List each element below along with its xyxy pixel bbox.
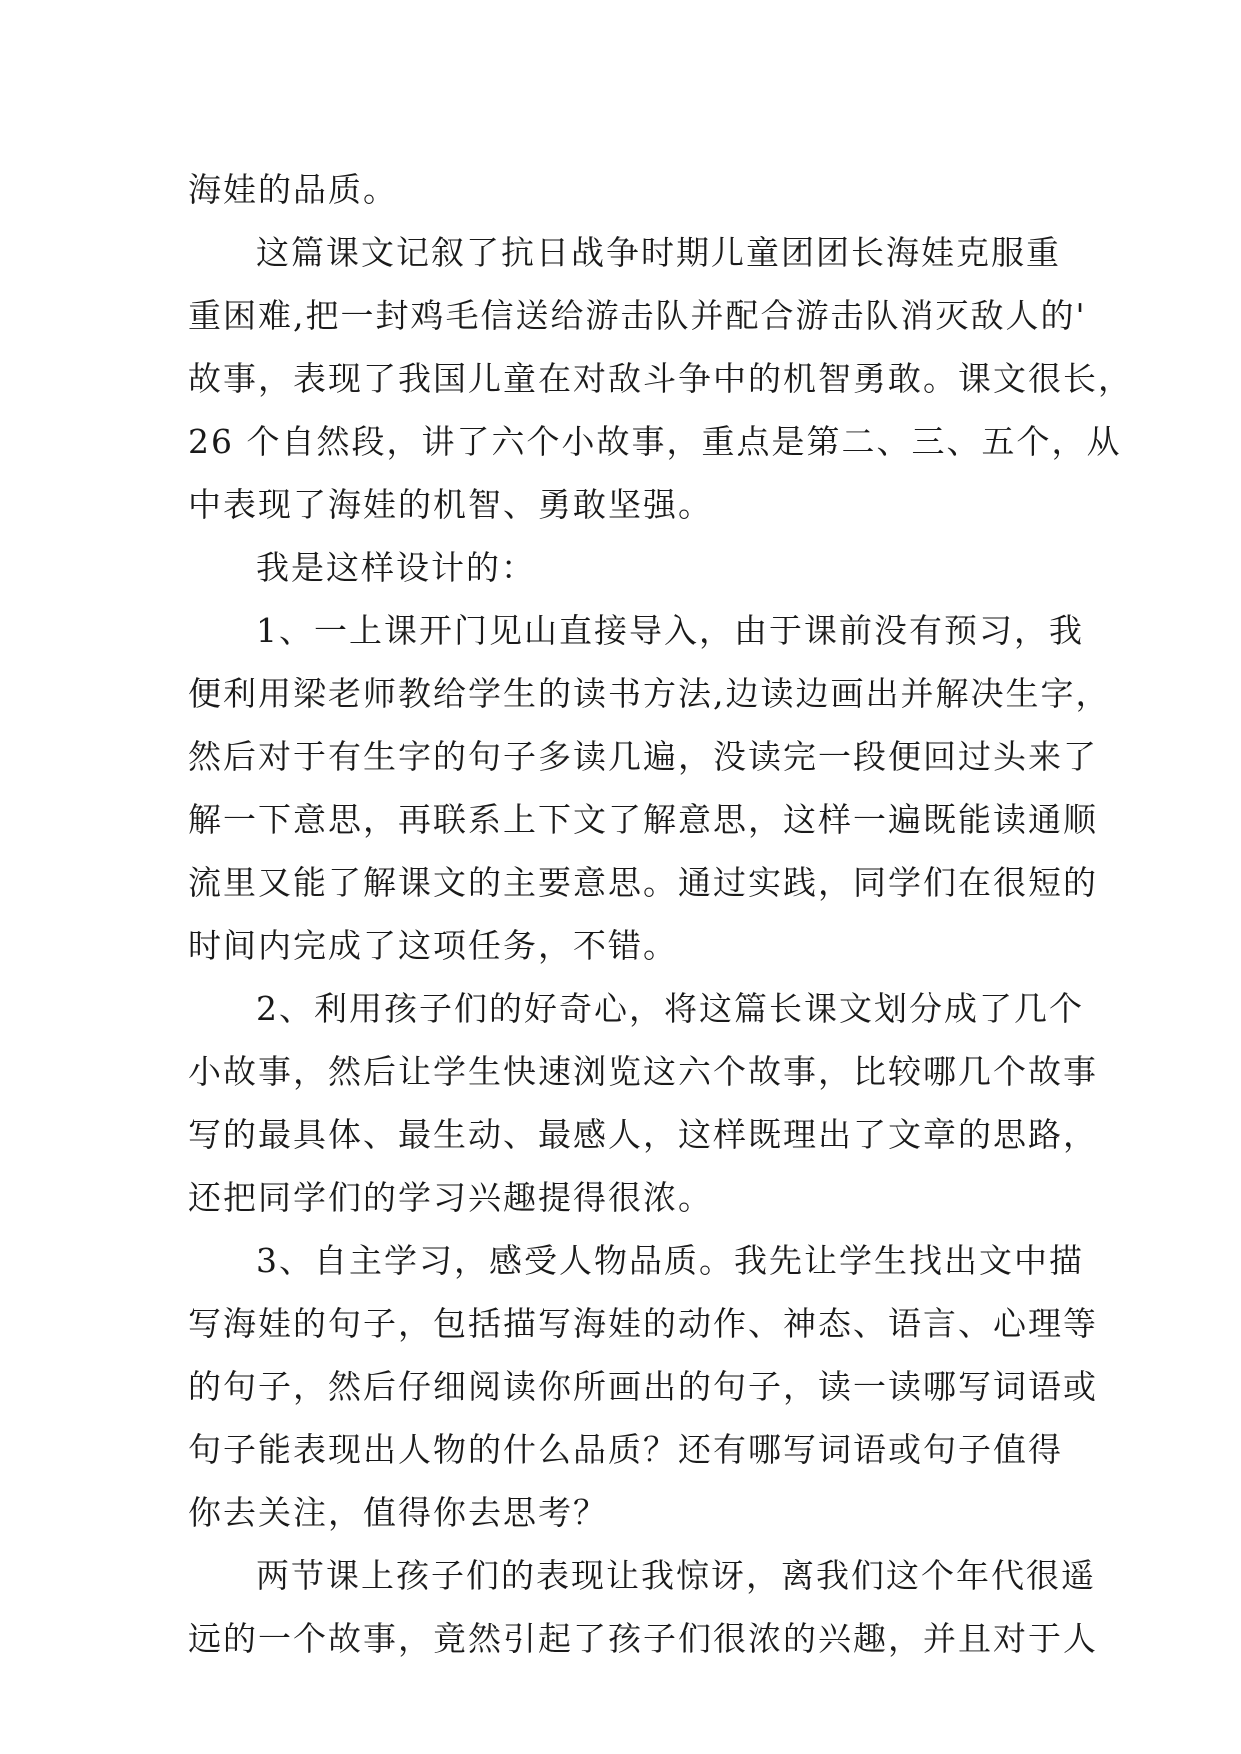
document-body bbox=[188, 158, 1133, 1670]
text-line: 写海娃的句子，包括描写海娃的动作、神态、语言、心理等 bbox=[188, 1304, 1098, 1343]
text-line: 你去关注，值得你去思考？ bbox=[188, 1493, 608, 1532]
text-line: 2、利用孩子们的好奇心，将这篇长课文划分成了几个 bbox=[256, 989, 1084, 1028]
text-line: 句子能表现出人物的什么品质？还有哪写词语或句子值得 bbox=[188, 1430, 1063, 1469]
text-line: 这篇课文记叙了抗日战争时期儿童团团长海娃克服重 bbox=[256, 233, 1061, 272]
text-line: 还把同学们的学习兴趣提得很浓。 bbox=[188, 1178, 713, 1217]
text-line: 1、一上课开门见山直接导入，由于课前没有预习，我 bbox=[256, 611, 1084, 650]
text-line: 26 个自然段，讲了六个小故事，重点是第二、三、五个，从 bbox=[188, 422, 1122, 461]
text-line: 两节课上孩子们的表现让我惊讶，离我们这个年代很遥 bbox=[256, 1556, 1096, 1595]
text-line: 便利用梁老师教给学生的读书方法,边读边画出并解决生字， bbox=[188, 674, 1111, 713]
text-line: 中表现了海娃的机智、勇敢坚强。 bbox=[188, 485, 713, 524]
text-line: 海娃的品质。 bbox=[188, 170, 398, 209]
text-line: 流里又能了解课文的主要意思。通过实践，同学们在很短的 bbox=[188, 863, 1098, 902]
text-line: 然后对于有生字的句子多读几遍，没读完一段便回过头来了 bbox=[188, 737, 1098, 776]
text-line: 解一下意思，再联系上下文了解意思，这样一遍既能读通顺 bbox=[188, 800, 1098, 839]
text-line: 时间内完成了这项任务，不错。 bbox=[188, 926, 678, 965]
text-line: 重困难,把一封鸡毛信送给游击队并配合游击队消灭敌人的' bbox=[188, 296, 1087, 335]
text-line: 小故事，然后让学生快速浏览这六个故事，比较哪几个故事 bbox=[188, 1052, 1098, 1091]
text-line: 远的一个故事，竟然引起了孩子们很浓的兴趣，并且对于人 bbox=[188, 1619, 1098, 1658]
text-line: 的句子，然后仔细阅读你所画出的句子，读一读哪写词语或 bbox=[188, 1367, 1098, 1406]
text-line: 我是这样设计的： bbox=[256, 548, 536, 587]
text-line: 故事，表现了我国儿童在对敌斗争中的机智勇敢。课文很长， bbox=[188, 359, 1133, 398]
text-line: 写的最具体、最生动、最感人，这样既理出了文章的思路， bbox=[188, 1115, 1098, 1154]
text-line: 3、自主学习，感受人物品质。我先让学生找出文中描 bbox=[256, 1241, 1084, 1280]
